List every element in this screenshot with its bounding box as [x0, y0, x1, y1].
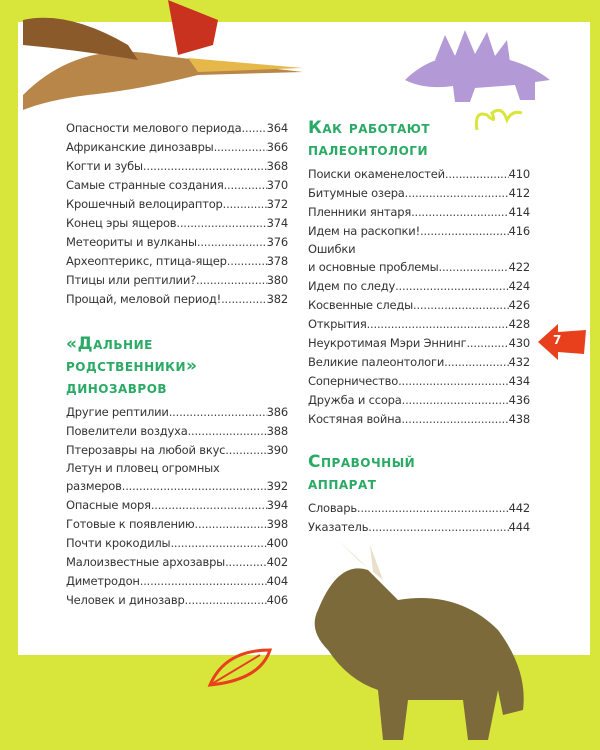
- toc-entry-title[interactable]: Костяная война: [308, 412, 402, 426]
- section-heading-line: палеонтологи: [308, 140, 428, 160]
- toc-entry-page[interactable]: 426: [508, 298, 530, 312]
- dot-leader: [242, 119, 267, 138]
- dot-leader: [398, 372, 509, 391]
- toc-entry[interactable]: [66, 290, 288, 309]
- toc-entry[interactable]: [66, 214, 288, 233]
- toc-entry-page[interactable]: 410: [508, 167, 530, 181]
- toc-entry-page[interactable]: 416: [508, 224, 530, 238]
- toc-entry-page[interactable]: 394: [266, 498, 288, 512]
- toc-entry-title[interactable]: Готовые к появлению: [66, 517, 195, 531]
- toc-entry-title[interactable]: Идем на раскопки!: [308, 224, 420, 238]
- dot-leader: [223, 195, 267, 214]
- dot-leader: [169, 403, 267, 422]
- dot-leader: [466, 334, 508, 353]
- toc-entry-title[interactable]: Почти крокодилы: [66, 536, 171, 550]
- leaf-doodle: [205, 645, 275, 690]
- toc-entry-page[interactable]: 364: [266, 121, 288, 135]
- toc-entry-title[interactable]: Крошечный велоцираптор: [66, 197, 223, 211]
- toc-entry-title[interactable]: Африканские динозавры: [66, 140, 214, 154]
- toc-entry-page[interactable]: 390: [266, 443, 288, 457]
- toc-entry-title[interactable]: и основные проблемы: [308, 260, 439, 274]
- toc-entry-title-line[interactable]: Летун и пловец огромных: [66, 461, 220, 475]
- toc-entry-page[interactable]: 402: [266, 555, 288, 569]
- toc-entry-title[interactable]: Диметродон: [66, 574, 140, 588]
- toc-entry[interactable]: [308, 277, 530, 296]
- toc-entry-page[interactable]: 368: [266, 159, 288, 173]
- toc-entry-page[interactable]: 444: [508, 520, 530, 534]
- toc-entry-page[interactable]: 382: [266, 292, 288, 306]
- toc-entry-page[interactable]: 370: [266, 178, 288, 192]
- dot-leader: [438, 258, 508, 277]
- toc-entry[interactable]: [66, 534, 288, 553]
- toc-entry[interactable]: [308, 518, 530, 537]
- toc-entry-title[interactable]: Открытия: [308, 317, 367, 331]
- toc-entry-title[interactable]: Соперничество: [308, 374, 399, 388]
- toc-entry-title[interactable]: Неукротимая Мэри Эннинг: [308, 336, 467, 350]
- section-heading: [308, 451, 530, 495]
- triceratops-illustration: [298, 540, 538, 750]
- dot-leader: [411, 203, 509, 222]
- section-heading-line: динозавров: [66, 378, 168, 398]
- toc-entry-page[interactable]: 380: [266, 273, 288, 287]
- dot-leader: [176, 214, 266, 233]
- toc-entry-title[interactable]: Самые странные создания: [66, 178, 224, 192]
- dot-leader: [225, 553, 267, 572]
- section-heading-line: Как работают: [308, 118, 431, 138]
- section-heading: [66, 333, 288, 399]
- toc-entry-title[interactable]: Человек и динозавр: [66, 593, 185, 607]
- toc-entry[interactable]: [308, 372, 530, 391]
- toc-entry-page[interactable]: 386: [266, 405, 288, 419]
- toc-entry[interactable]: [66, 496, 288, 515]
- dot-leader: [405, 184, 509, 203]
- toc-entry-title[interactable]: Птерозавры на любой вкус: [66, 443, 226, 457]
- dot-leader: [122, 477, 267, 496]
- toc-entry[interactable]: [66, 157, 288, 176]
- toc-entry-title[interactable]: Малоизвестные архозавры: [66, 555, 226, 569]
- toc-entry-title[interactable]: Опасные моря: [66, 498, 151, 512]
- toc-entry[interactable]: [66, 515, 288, 534]
- toc-entry-page[interactable]: 388: [266, 424, 288, 438]
- toc-entry-page[interactable]: 424: [508, 279, 530, 293]
- dot-leader: [195, 515, 267, 534]
- toc-entry-title[interactable]: Поиски окаменелостей: [308, 167, 445, 181]
- pterodactyl-illustration: [18, 0, 308, 115]
- toc-entry[interactable]: [308, 499, 530, 518]
- toc-entry-title[interactable]: размеров: [66, 479, 122, 493]
- page-tab-arrow: [538, 322, 588, 362]
- toc-entry[interactable]: [308, 353, 530, 372]
- toc-entry-page[interactable]: 378: [266, 254, 288, 268]
- dot-leader: [227, 252, 267, 271]
- dot-leader: [225, 441, 266, 460]
- toc-entry-title[interactable]: Метеориты и вулканы: [66, 235, 197, 249]
- toc-entry[interactable]: [66, 252, 288, 271]
- toc-entry-page[interactable]: 412: [508, 186, 530, 200]
- dot-leader: [170, 534, 266, 553]
- section-heading-line: аппарат: [308, 474, 377, 494]
- toc-entry[interactable]: [308, 410, 530, 429]
- toc-entry[interactable]: [308, 334, 530, 353]
- toc-entry[interactable]: [308, 165, 530, 184]
- toc-entry-title[interactable]: Пленники янтаря: [308, 205, 412, 219]
- toc-entry[interactable]: [308, 184, 530, 203]
- toc-entry[interactable]: [66, 422, 288, 441]
- toc-entry-page[interactable]: 374: [266, 216, 288, 230]
- spacer: [308, 429, 530, 441]
- dot-leader: [214, 138, 267, 157]
- section-heading-line: «Дальние: [66, 334, 153, 354]
- dot-leader: [367, 315, 509, 334]
- toc-entry-title[interactable]: Битумные озера: [308, 186, 405, 200]
- toc-entry-title[interactable]: Прощай, меловой период!: [66, 292, 222, 306]
- toc-entry-title[interactable]: Косвенные следы: [308, 298, 414, 312]
- dot-leader: [368, 518, 508, 537]
- toc-entry-title[interactable]: Идем по следу: [308, 279, 396, 293]
- dot-leader: [185, 591, 267, 610]
- toc-entry[interactable]: [66, 477, 288, 496]
- right-decor-edge: [590, 0, 600, 750]
- toc-left-column: [66, 119, 288, 610]
- spacer: [66, 309, 288, 323]
- toc-entry-page[interactable]: 404: [266, 574, 288, 588]
- dot-leader: [402, 391, 509, 410]
- dot-leader: [445, 165, 509, 184]
- toc-entry[interactable]: [66, 176, 288, 195]
- toc-entry[interactable]: [308, 258, 530, 277]
- dot-leader: [151, 496, 267, 515]
- toc-entry[interactable]: [66, 195, 288, 214]
- toc-entry-page[interactable]: 436: [508, 393, 530, 407]
- toc-entry-page[interactable]: 414: [508, 205, 530, 219]
- toc-entry-page[interactable]: 430: [508, 336, 530, 350]
- toc-entry-page[interactable]: 392: [266, 479, 288, 493]
- toc-entry[interactable]: [66, 553, 288, 572]
- dot-leader: [444, 353, 509, 372]
- toc-entry-page[interactable]: 398: [266, 517, 288, 531]
- section-heading-line: Справочный: [308, 452, 416, 472]
- toc-entry-page[interactable]: 376: [266, 235, 288, 249]
- toc-entry[interactable]: [66, 403, 288, 422]
- dot-leader: [420, 222, 509, 241]
- toc-entry-page[interactable]: 432: [508, 355, 530, 369]
- stegosaurus-silhouette: [395, 20, 555, 105]
- toc-entry-title[interactable]: Конец эры ящеров: [66, 216, 177, 230]
- toc-entry-title[interactable]: Словарь: [308, 501, 357, 515]
- toc-entry-page[interactable]: 434: [508, 374, 530, 388]
- toc-entry-title[interactable]: Археоптерикс, птица-ящер: [66, 254, 227, 268]
- toc-entry-title[interactable]: Птицы или рептилии?: [66, 273, 197, 287]
- section-heading: [308, 117, 530, 161]
- toc-entry[interactable]: [66, 591, 288, 610]
- dot-leader: [143, 157, 267, 176]
- left-decor-edge: [0, 0, 18, 750]
- toc-entry-page[interactable]: 428: [508, 317, 530, 331]
- toc-entry-title[interactable]: Опасности мелового периода: [66, 121, 242, 135]
- dot-leader: [221, 290, 267, 309]
- toc-entry[interactable]: [308, 391, 530, 410]
- toc-entry[interactable]: [66, 233, 288, 252]
- toc-entry[interactable]: [66, 271, 288, 290]
- dot-leader: [401, 410, 508, 429]
- page-number: 7: [553, 333, 562, 347]
- toc-entry-title[interactable]: Дружба и ссора: [308, 393, 402, 407]
- toc-entry-page[interactable]: 372: [266, 197, 288, 211]
- toc-entry[interactable]: [66, 572, 288, 591]
- toc-entry-page[interactable]: 400: [266, 536, 288, 550]
- dot-leader: [196, 271, 267, 290]
- dot-leader: [197, 233, 267, 252]
- dot-leader: [413, 296, 509, 315]
- toc-entry[interactable]: [66, 138, 288, 157]
- dot-leader: [188, 422, 267, 441]
- toc-entry-page[interactable]: 406: [266, 593, 288, 607]
- toc-entry-title-line[interactable]: Ошибки: [308, 242, 356, 256]
- toc-entry[interactable]: [308, 203, 530, 222]
- toc-entry[interactable]: [308, 315, 530, 334]
- toc-entry-title[interactable]: Великие палеонтологи: [308, 355, 445, 369]
- toc-entry-page[interactable]: 422: [508, 260, 530, 274]
- dot-leader: [395, 277, 509, 296]
- toc-entry[interactable]: [308, 222, 530, 241]
- toc-entry-title[interactable]: Указатель: [308, 520, 369, 534]
- toc-entry[interactable]: [66, 119, 288, 138]
- toc-entry[interactable]: [308, 296, 530, 315]
- toc-entry-page[interactable]: 438: [508, 412, 530, 426]
- toc-right-column: [308, 107, 530, 537]
- dot-leader: [140, 572, 267, 591]
- dot-leader: [224, 176, 267, 195]
- toc-entry-page[interactable]: 366: [266, 140, 288, 154]
- toc-entry-title[interactable]: Повелители воздуха: [66, 424, 188, 438]
- dot-leader: [357, 499, 509, 518]
- toc-entry-title[interactable]: Когти и зубы: [66, 159, 143, 173]
- toc-entry-page[interactable]: 442: [508, 501, 530, 515]
- toc-entry-title[interactable]: Другие рептилии: [66, 405, 169, 419]
- section-heading-line: родственники»: [66, 356, 198, 376]
- toc-entry[interactable]: [66, 441, 288, 460]
